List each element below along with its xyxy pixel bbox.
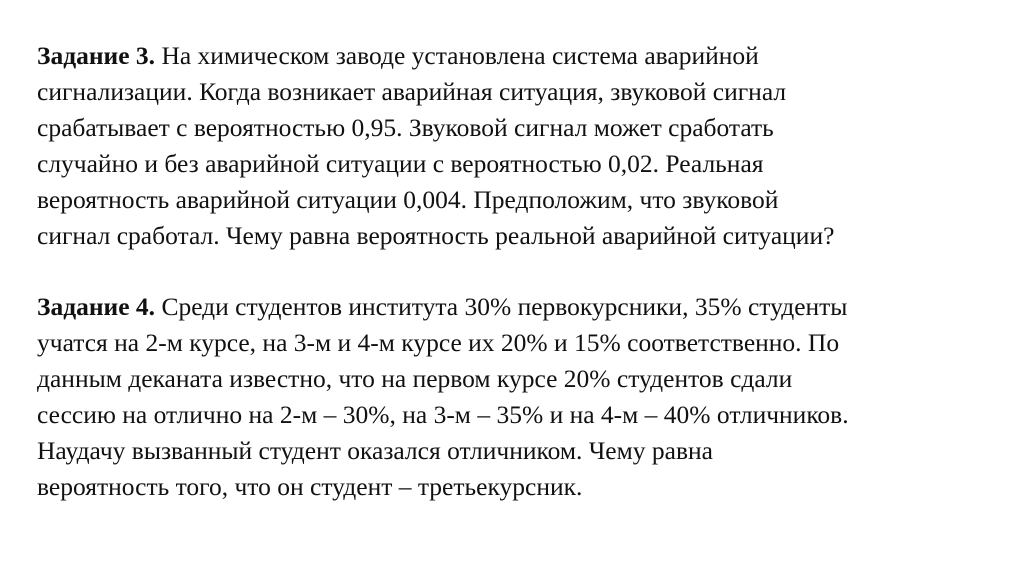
task-3-paragraph <box>37 38 997 254</box>
task-4-label: Задание 4. <box>37 292 156 321</box>
task-4-line-6: вероятность того, что он студент – третьекурсник. <box>37 472 583 501</box>
task-3-line-4: случайно и без аварийной ситуации с вероятностью 0,02. Реальная <box>37 149 764 178</box>
task-4-line-1-text: Среди студентов института 30% первокурсники, 35% студенты <box>161 292 848 321</box>
task-3-label: Задание 3. <box>37 41 156 70</box>
task-3-line-6: сигнал сработал. Чему равна вероятность реальной аварийной ситуации? <box>37 221 835 250</box>
task-3-line-1 <box>37 38 997 74</box>
task-4-line-1 <box>37 289 997 325</box>
task-3-line-3: срабатывает с вероятностью 0,95. Звуковой сигнал может сработать <box>37 113 774 142</box>
task-4-line-5: Наудачу вызванный студент оказался отличником. Чему равна <box>37 436 713 465</box>
task-4-paragraph <box>37 289 997 505</box>
task-4-line-2: учатся на 2-м курсе, на 3-м и 4-м курсе их 20% и 15% соответственно. По <box>37 328 840 357</box>
task-3-line-1-text: На химическом заводе установлена система аварийной <box>161 41 759 70</box>
task-3-line-5: вероятность аварийной ситуации 0,004. Предположим, что звуковой <box>37 185 779 214</box>
task-4-line-3: данным деканата известно, что на первом курсе 20% студентов сдали <box>37 364 793 393</box>
task-4-line-4: сессию на отлично на 2-м – 30%, на 3-м – 35% и на 4-м – 40% отличников. <box>37 400 849 429</box>
task-3-line-2: сигнализации. Когда возникает аварийная ситуация, звуковой сигнал <box>37 77 787 106</box>
